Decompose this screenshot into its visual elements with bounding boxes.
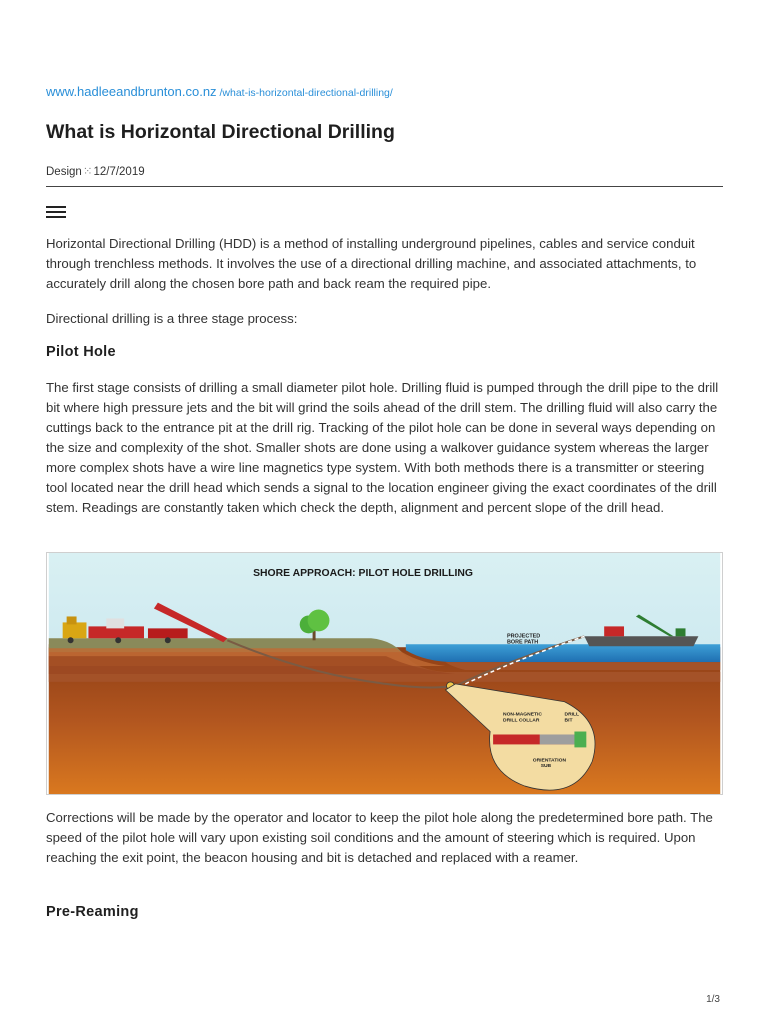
hamburger-menu-icon[interactable] xyxy=(46,206,66,218)
diagram-title: SHORE APPROACH: PILOT HOLE DRILLING xyxy=(253,567,473,579)
url-domain[interactable]: www.hadleeandbrunton.co.nz xyxy=(46,84,217,99)
label-projected-bore-path-2: BORE PATH xyxy=(506,639,539,646)
source-url[interactable] xyxy=(46,84,393,99)
pre-reaming-heading: Pre-Reaming xyxy=(46,904,139,920)
page-title: What is Horizontal Directional Drilling xyxy=(46,121,395,143)
stages-paragraph: Directional drilling is a three stage process: xyxy=(46,311,298,326)
label-drill-bit-2: BIT xyxy=(564,718,573,724)
header-divider xyxy=(46,186,723,187)
pilot-hole-diagram xyxy=(46,552,723,795)
post-date: 12/7/2019 xyxy=(93,166,145,178)
post-meta xyxy=(46,164,145,178)
post-category[interactable]: Design xyxy=(46,166,82,178)
label-drill-bit-1: DRILL xyxy=(564,712,580,718)
label-drill-collar-2: DRILL COLLAR xyxy=(503,718,540,724)
page-number: 1/3 xyxy=(706,994,720,1005)
pilot-hole-paragraph: The first stage consists of drilling a small diameter pilot hole. Drilling fluid is pumped through the drill pipe to the drill bit where high pressure jets and the bit will grind the soils ahead of the drill stem. The drilling fluid will also carry the cuttings back to the entrance pit at the drill rig. Tracking of the pilot hole can be done in several ways depending on the size and complexity of the shot. Smaller shots are done using a walkover guidance system whereas the larger more complex shots have a wire line magnetics type system. With both methods there is a transmitter or steering tool located near the drill head which sends a signal to the location engineer giving the exact coordinates of the drill stem. Readings are constantly taken which check the depth, alignment and percent slope of the drill head. xyxy=(46,380,719,515)
label-projected-bore-path-1: PROJECTED xyxy=(506,633,541,640)
intro-paragraph: Horizontal Directional Drilling (HDD) is a method of installing underground pipelines, cables and service conduit through trenchless methods. It involves the use of a directional drilling machine, and associated attachments, to accurately drill along the chosen bore path and back ream the required pipe. xyxy=(46,236,697,291)
url-path[interactable]: /what-is-horizontal-directional-drilling/ xyxy=(216,87,393,99)
label-orientation-sub-2: SUB xyxy=(540,764,552,770)
label-drill-collar-1: NON-MAGNETIC xyxy=(503,712,542,718)
label-orientation-sub-1: ORIENTATION xyxy=(532,758,567,764)
pilot-hole-heading: Pilot Hole xyxy=(46,344,116,360)
meta-separator: ⁙ xyxy=(82,166,93,178)
document-page xyxy=(46,0,723,1024)
corrections-paragraph: Corrections will be made by the operator and locator to keep the pilot hole along the predetermined bore path. The speed of the pilot hole will vary upon existing soil conditions and the amount of steering which is required. Upon reaching the exit point, the beacon housing and bit is detached and replaced with a reamer. xyxy=(46,810,713,865)
